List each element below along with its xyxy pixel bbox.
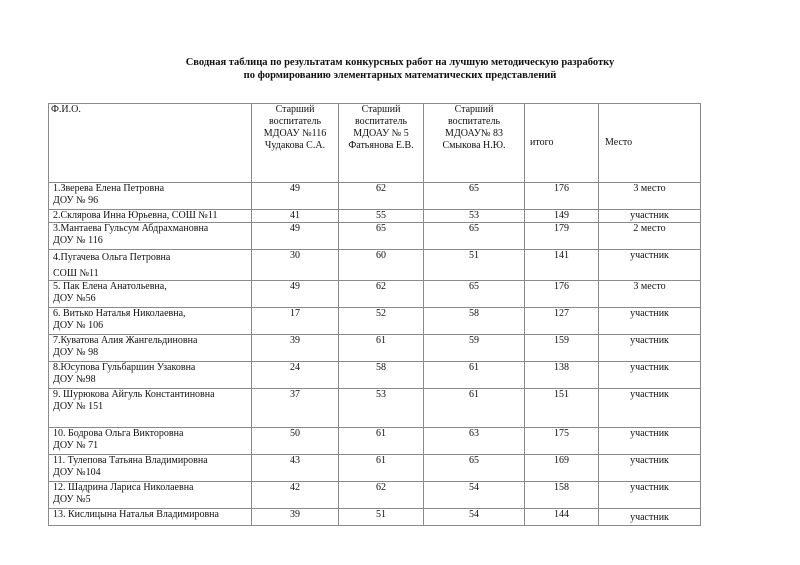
header-judge-3-line: воспитатель <box>447 116 501 127</box>
name-line: 10. Бодрова Ольга Викторовна <box>53 428 184 439</box>
place-result: участник <box>599 308 701 335</box>
score-judge-1: 42 <box>252 482 339 509</box>
score-judge-3: 54 <box>424 482 525 509</box>
name-line: 1.Зверева Елена Петровна <box>53 183 165 194</box>
header-judge-2-line: Фатьянова Е.В. <box>348 140 414 151</box>
participant-name <box>49 335 252 362</box>
participant-name <box>49 389 252 428</box>
score-judge-3: 65 <box>424 183 525 210</box>
score-judge-2: 55 <box>339 210 424 223</box>
participant-name <box>49 183 252 210</box>
score-judge-2: 60 <box>339 250 424 281</box>
score-judge-3: 61 <box>424 362 525 389</box>
score-judge-3: 65 <box>424 281 525 308</box>
place-result: участник <box>599 210 701 223</box>
score-total: 127 <box>525 308 599 335</box>
score-judge-3: 63 <box>424 428 525 455</box>
score-judge-2: 62 <box>339 482 424 509</box>
name-line: 9. Шурюкова Айгуль Константиновна <box>53 389 215 400</box>
name-line: ДОУ № 71 <box>53 440 99 451</box>
score-judge-1: 17 <box>252 308 339 335</box>
name-line: ДОУ № 106 <box>53 320 104 331</box>
score-judge-1: 24 <box>252 362 339 389</box>
name-line: 6. Витько Наталья Николаевна, <box>53 308 186 319</box>
score-judge-1: 37 <box>252 389 339 428</box>
score-total: 175 <box>525 428 599 455</box>
score-judge-3: 59 <box>424 335 525 362</box>
name-line: СОШ №11 <box>53 268 99 279</box>
score-total: 141 <box>525 250 599 281</box>
name-line: 11. Тулепова Татьяна Владимировна <box>53 455 208 466</box>
table-row <box>49 428 701 455</box>
place-result: участник <box>599 428 701 455</box>
participant-name <box>49 455 252 482</box>
header-judge-2 <box>339 104 424 183</box>
participant-name <box>49 362 252 389</box>
score-judge-2: 58 <box>339 362 424 389</box>
score-judge-1: 49 <box>252 223 339 250</box>
participant-name <box>49 210 252 223</box>
score-judge-2: 61 <box>339 428 424 455</box>
place-result: участник <box>599 509 701 526</box>
table-row <box>49 362 701 389</box>
place-result: участник <box>599 389 701 428</box>
results-table <box>48 103 701 526</box>
document-title <box>0 56 800 82</box>
name-line: ДОУ №98 <box>53 374 96 385</box>
name-line: ДОУ № 116 <box>53 235 103 246</box>
place-result: участник <box>599 335 701 362</box>
score-total: 176 <box>525 183 599 210</box>
title-line-1: Сводная таблица по результатам конкурсных работ на лучшую методическую разработку <box>185 57 615 68</box>
table-row <box>49 223 701 250</box>
score-judge-2: 51 <box>339 509 424 526</box>
header-judge-3-line: Старший <box>454 104 494 115</box>
title-line-2: по формированию элементарных математических представлений <box>243 70 557 81</box>
header-judge-2-line: воспитатель <box>354 116 408 127</box>
header-row <box>49 104 701 183</box>
score-judge-3: 58 <box>424 308 525 335</box>
name-line: ДОУ № 96 <box>53 195 99 206</box>
score-total: 151 <box>525 389 599 428</box>
score-judge-3: 65 <box>424 223 525 250</box>
name-line: 13. Кислицына Наталья Владимировна <box>53 509 219 520</box>
header-name: Ф.И.О. <box>49 104 252 183</box>
name-line: 4.Пугачева Ольга Петровна <box>53 252 171 263</box>
header-judge-1 <box>252 104 339 183</box>
score-judge-1: 49 <box>252 281 339 308</box>
score-judge-1: 30 <box>252 250 339 281</box>
place-result: 2 место <box>599 223 701 250</box>
score-judge-2: 62 <box>339 183 424 210</box>
score-judge-1: 41 <box>252 210 339 223</box>
place-result: участник <box>599 482 701 509</box>
name-line: ДОУ №5 <box>53 494 91 505</box>
header-judge-1-line: Старший <box>275 104 315 115</box>
header-judge-2-line: МДОАУ № 5 <box>353 128 409 139</box>
table-row <box>49 482 701 509</box>
participant-name <box>49 509 252 526</box>
score-judge-2: 61 <box>339 335 424 362</box>
header-total: итого <box>525 104 599 183</box>
header-place: Место <box>599 104 701 183</box>
name-line: ДОУ №56 <box>53 293 96 304</box>
table-row <box>49 455 701 482</box>
score-total: 149 <box>525 210 599 223</box>
header-judge-2-line: Старший <box>361 104 401 115</box>
header-judge-3 <box>424 104 525 183</box>
table-row <box>49 250 701 281</box>
name-line: 12. Шадрина Лариса Николаевна <box>53 482 194 493</box>
score-total: 176 <box>525 281 599 308</box>
score-total: 159 <box>525 335 599 362</box>
score-judge-3: 65 <box>424 455 525 482</box>
header-judge-1-line: Чудакова С.А. <box>264 140 326 151</box>
score-total: 169 <box>525 455 599 482</box>
name-line: 2.Склярова Инна Юрьевна, СОШ №11 <box>53 210 218 221</box>
participant-name <box>49 482 252 509</box>
participant-name <box>49 223 252 250</box>
score-total: 179 <box>525 223 599 250</box>
place-result: 3 место <box>599 183 701 210</box>
name-line: ДОУ № 151 <box>53 401 104 412</box>
score-judge-3: 54 <box>424 509 525 526</box>
table-row <box>49 389 701 428</box>
name-line: ДОУ №104 <box>53 467 101 478</box>
score-judge-3: 61 <box>424 389 525 428</box>
name-line: ДОУ № 98 <box>53 347 99 358</box>
score-judge-1: 39 <box>252 335 339 362</box>
header-judge-3-line: Смыкова Н.Ю. <box>442 140 506 151</box>
table-row <box>49 509 701 526</box>
score-judge-2: 61 <box>339 455 424 482</box>
header-judge-1-line: воспитатель <box>268 116 322 127</box>
score-judge-1: 43 <box>252 455 339 482</box>
name-line: 3.Мантаева Гульсум Абдрахмановна <box>53 223 209 234</box>
score-total: 138 <box>525 362 599 389</box>
score-judge-1: 39 <box>252 509 339 526</box>
place-result: участник <box>599 362 701 389</box>
name-line: 5. Пак Елена Анатольевна, <box>53 281 167 292</box>
participant-name <box>49 428 252 455</box>
score-judge-3: 53 <box>424 210 525 223</box>
table-row <box>49 210 701 223</box>
name-line: 8.Юсупова Гульбаршин Узаковна <box>53 362 196 373</box>
score-judge-2: 53 <box>339 389 424 428</box>
table-row <box>49 281 701 308</box>
participant-name <box>49 308 252 335</box>
place-result: участник <box>599 250 701 281</box>
score-judge-1: 49 <box>252 183 339 210</box>
score-judge-3: 51 <box>424 250 525 281</box>
place-result: участник <box>599 455 701 482</box>
place-result: 3 место <box>599 281 701 308</box>
score-judge-2: 65 <box>339 223 424 250</box>
score-total: 158 <box>525 482 599 509</box>
header-judge-1-line: МДОАУ №116 <box>263 128 327 139</box>
participant-name <box>49 281 252 308</box>
name-line: 7.Куватова Алия Жангельдиновна <box>53 335 198 346</box>
table-row <box>49 335 701 362</box>
score-judge-2: 62 <box>339 281 424 308</box>
score-judge-2: 52 <box>339 308 424 335</box>
table-row <box>49 183 701 210</box>
header-judge-3-line: МДОАУ№ 83 <box>445 128 503 139</box>
score-judge-1: 50 <box>252 428 339 455</box>
participant-name <box>49 250 252 281</box>
score-total: 144 <box>525 509 599 526</box>
table-row <box>49 308 701 335</box>
